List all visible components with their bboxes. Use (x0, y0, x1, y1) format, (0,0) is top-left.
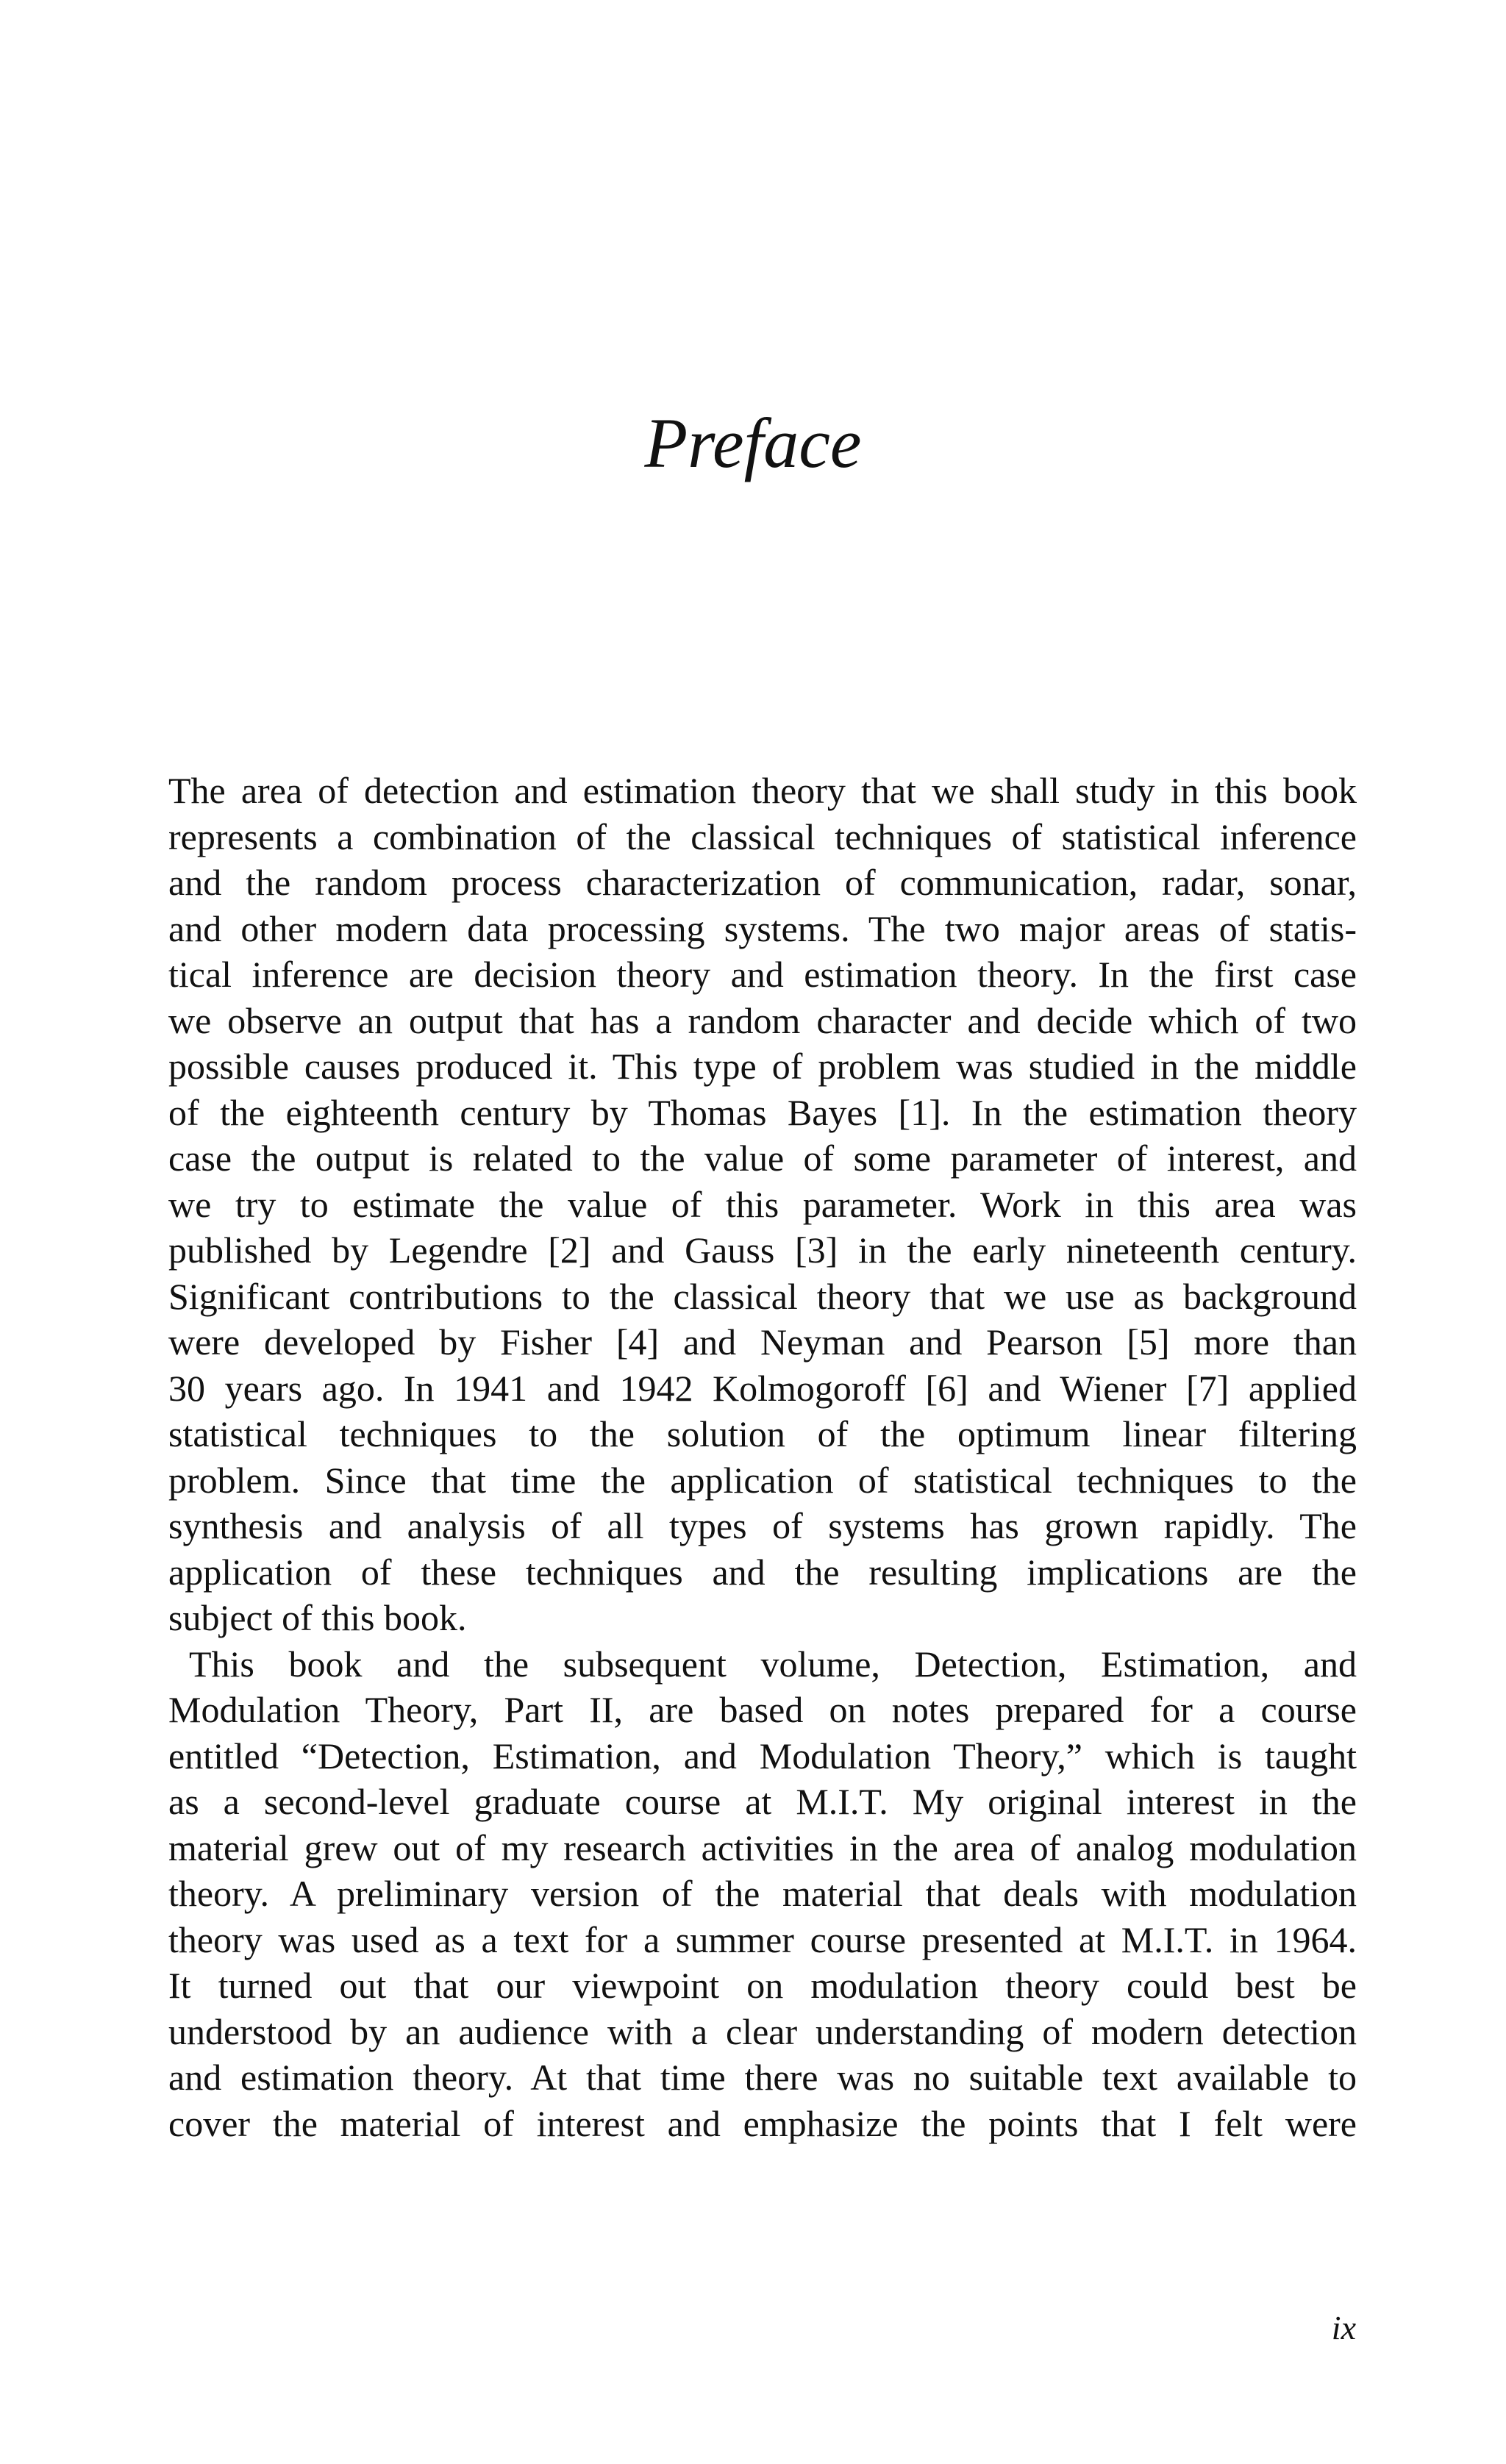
text-line: cover the material of interest and emphasize the points that I felt were (168, 2102, 1357, 2144)
text-line: represents a combination of the classical techniques of statistical inference (168, 815, 1357, 857)
text-line: theory was used as a text for a summer course presented at M.I.T. in 1964. (168, 1918, 1357, 1960)
text-line: It turned out that our viewpoint on modulation theory could best be (168, 1965, 1357, 2006)
paragraph-2 (168, 1641, 1357, 2147)
text-line: material grew out of my research activities in the area of analog modulation (168, 1826, 1357, 1868)
text-line: we observe an output that has a random character and decide which of two (168, 999, 1357, 1041)
text-line: Significant contributions to the classical theory that we use as background (168, 1275, 1357, 1317)
text-line: we try to estimate the value of this parameter. Work in this area was (168, 1183, 1357, 1225)
text-line: of the eighteenth century by Thomas Bayes [1]. In the estimation theory (168, 1091, 1357, 1133)
text-line: entitled “Detection, Estimation, and Modulation Theory,” which is taught (168, 1735, 1357, 1776)
text-line: published by Legendre [2] and Gauss [3] in the early nineteenth century. (168, 1229, 1357, 1271)
text-line: This book and the subsequent volume, Detection, Estimation, and (189, 1643, 1357, 1685)
text-line: possible causes produced it. This type of problem was studied in the middle (168, 1046, 1357, 1087)
text-line: and estimation theory. At that time there was no suitable text available to (168, 2057, 1357, 2098)
text-line: The area of detection and estimation theory that we shall study in this book (168, 770, 1357, 811)
page-title: Preface (644, 404, 862, 482)
text-line: synthesis and analysis of all types of systems has grown rapidly. The (168, 1505, 1357, 1546)
text-line: were developed by Fisher [4] and Neyman and Pearson [5] more than (168, 1321, 1357, 1363)
text-line: problem. Since that time the application of statistical techniques to the (168, 1459, 1357, 1501)
text-line: 30 years ago. In 1941 and 1942 Kolmogoroff [6] and Wiener [7] applied (168, 1367, 1357, 1409)
text-line: subject of this book. (168, 1597, 467, 1638)
body-text (168, 768, 1357, 2146)
text-line: application of these techniques and the resulting implications are the (168, 1551, 1357, 1593)
text-line: Modulation Theory, Part II, are based on notes prepared for a course (168, 1689, 1357, 1730)
page-number: ix (1331, 2309, 1356, 2346)
text-line: as a second-level graduate course at M.I.T. My original interest in the (168, 1781, 1357, 1822)
paragraph-1 (168, 768, 1357, 1641)
text-line: theory. A preliminary version of the material that deals with modulation (168, 1873, 1357, 1914)
text-line: tical inference are decision theory and estimation theory. In the first case (168, 954, 1357, 995)
text-line: case the output is related to the value of some parameter of interest, and (168, 1138, 1357, 1179)
text-line: understood by an audience with a clear understanding of modern detection (168, 2010, 1357, 2052)
text-line: and other modern data processing systems. The two major areas of statis- (168, 907, 1357, 949)
text-line: and the random process characterization of communication, radar, sonar, (168, 862, 1357, 903)
text-line: statistical techniques to the solution of the optimum linear filtering (168, 1413, 1357, 1454)
